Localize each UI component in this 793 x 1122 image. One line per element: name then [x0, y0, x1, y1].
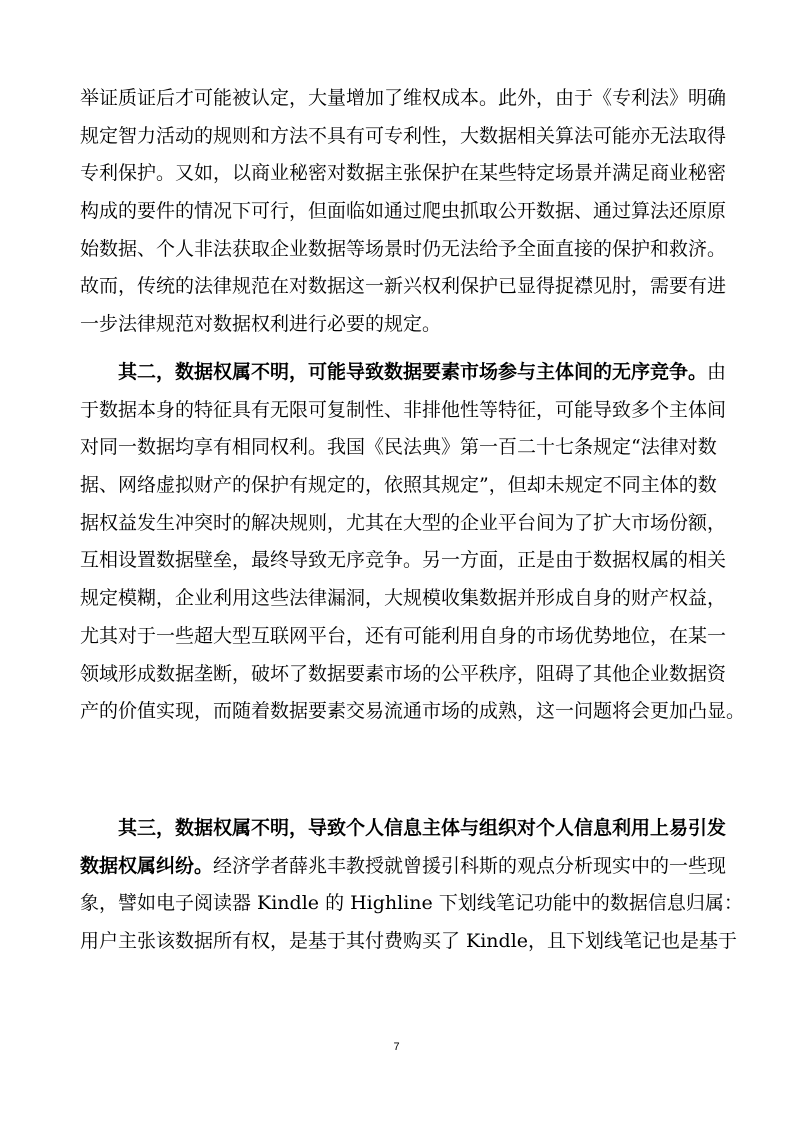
paragraph-3 — [80, 810, 743, 961]
text-line: 于数据本身的特征具有无限可复制性、非排他性等特征，可能导致多个主体间 — [80, 398, 727, 421]
text-line: 互相设置数据壁垒，最终导致无序竞争。另一方面，正是由于数据权属的相关 — [80, 549, 727, 572]
paragraph-2 — [80, 354, 746, 731]
text-line: 一步法律规范对数据权利进行必要的规定。 — [80, 313, 442, 336]
bold-lead-text: 其三，数据权属不明，导致个人信息主体与组织对个人信息利用上易引发 — [118, 817, 727, 839]
text-line: 构成的要件的情况下可行，但面临如通过爬虫抓取公开数据、通过算法还原原 — [80, 200, 727, 223]
text-line: 对同一数据均享有相同权利。我国《民法典》第一百二十七条规定“法律对数 — [80, 436, 717, 459]
text-line: 象，譬如电子阅读器 Kindle 的 Highline 下划线笔记功能中的数据信息归属： — [80, 892, 743, 915]
text-run: 经济学者薛兆丰教授就曾援引科斯的观点分析现实中的一些现 — [213, 854, 727, 877]
bold-lead-text: 数据权属纠纷。 — [80, 854, 214, 877]
text-line — [80, 848, 727, 886]
paragraph-1 — [80, 80, 727, 344]
text-line: 产的价值实现，而随着数据要素交易流通市场的成熟，这一问题将会更加凸显。 — [80, 700, 746, 723]
text-line: 规定模糊，企业利用这些法律漏洞，大规模收集数据并形成自身的财产权益， — [80, 587, 727, 610]
text-run: 由 — [707, 361, 727, 383]
text-line: 尤其对于一些超大型互联网平台，还有可能利用自身的市场优势地位，在某一 — [80, 624, 727, 647]
text-line: 始数据、个人非法获取企业数据等场景时仍无法给予全面直接的保护和救济。 — [80, 237, 727, 260]
text-line — [80, 810, 727, 848]
text-line: 用户主张该数据所有权，是基于其付费购买了 Kindle，且下划线笔记也是基于 — [80, 930, 738, 953]
text-line: 据权益发生冲突时的解决规则，尤其在大型的企业平台间为了扩大市场份额， — [80, 511, 727, 534]
text-line: 领域形成数据垄断，破坏了数据要素市场的公平秩序，阻碍了其他企业数据资 — [80, 662, 727, 685]
bold-lead-text: 其二，数据权属不明，可能导致数据要素市场参与主体间的无序竞争。 — [118, 361, 708, 383]
text-line: 专利保护。又如，以商业秘密对数据主张保护在某些特定场景并满足商业秘密 — [80, 162, 727, 185]
page-number: 7 — [393, 1041, 400, 1053]
text-line: 规定智力活动的规则和方法不具有可专利性，大数据相关算法可能亦无法取得 — [80, 124, 727, 147]
text-line: 故而，传统的法律规范在对数据这一新兴权利保护已显得捉襟见肘，需要有进 — [80, 275, 727, 298]
text-line: 举证质证后才可能被认定，大量增加了维权成本。此外，由于《专利法》明确 — [80, 87, 727, 109]
text-line: 据、网络虚拟财产的保护有规定的，依照其规定”，但却未规定不同主体的数 — [80, 474, 717, 497]
text-line — [80, 354, 727, 392]
